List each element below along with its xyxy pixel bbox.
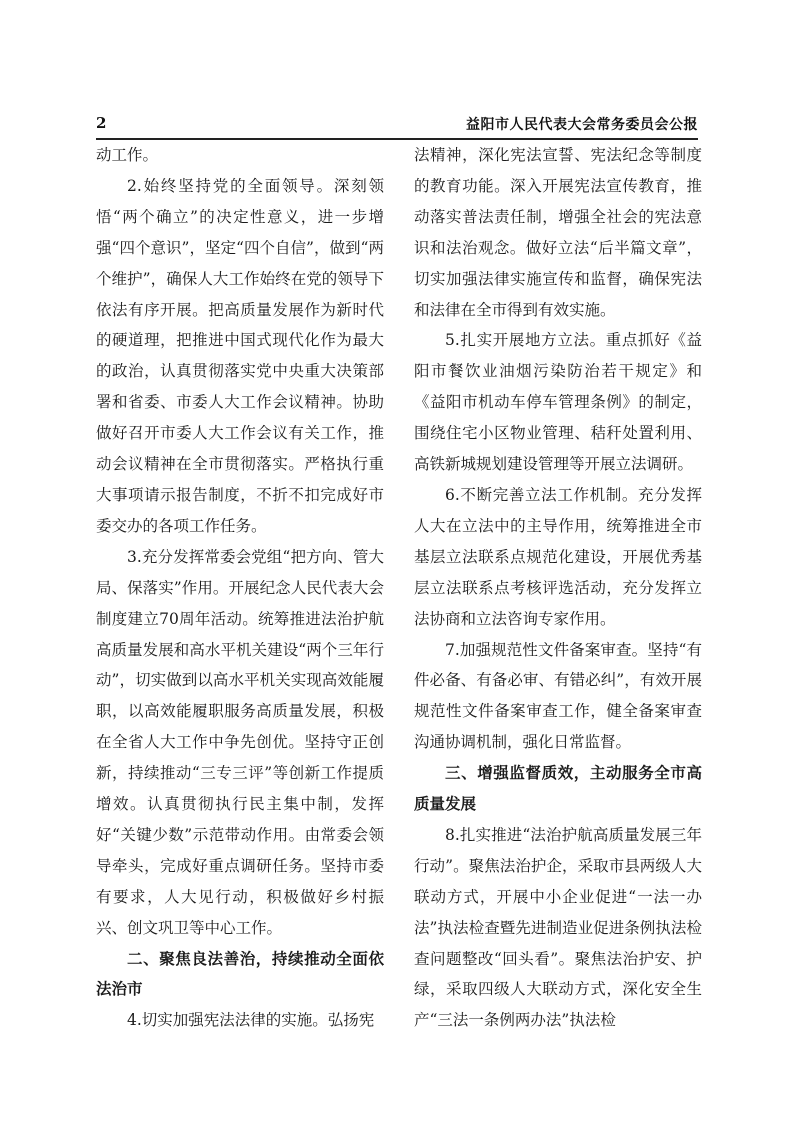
- paragraph: 2.始终坚持党的全面领导。深刻领悟“两个确立”的决定性意义，进一步增强“四个意识”，坚定“四个自信”，做到“两个维护”，确保人大工作始终在党的领导下依法有序开展。把高质量发展作为新时代的硬道理，把推进中国式现代化作为最大的政治，认真贯彻落实党中央重大决策部署和省委、市委人大工作会议精神。协助做好召开市委人大工作会议有关工作，推动会议精神在全市贯彻落实。严格执行重大事项请示报告制度，不折不扣完成好市委交办的各项工作任务。: [96, 176, 384, 535]
- paragraph: 8.扎实推进“法治护航高质量发展三年行动”。聚焦法治护企，采取市县两级人大联动方式，开展中小企业促进“一法一办法”执法检查暨先进制造业促进条例执法检查问题整改“回头看”。聚焦法治护安、护绿，采取四级人大联动方式，深化安全生产“三法一条例两办法”执法检: [414, 825, 702, 1030]
- section-heading: 三、增强监督质效，主动服务全市高质量发展: [414, 764, 702, 814]
- paragraph: 4.切实加强宪法法律的实施。弘扬宪: [127, 1011, 375, 1030]
- paragraph: 5.扎实开展地方立法。重点抓好《益阳市餐饮业油烟污染防治若干规定》和《益阳市机动车停车管理条例》的制定，围绕住宅小区物业管理、秸秆处置利用、高铁新城规划建设管理等开展立法调研。: [414, 331, 702, 474]
- paragraph: 3.充分发挥常委会党组“把方向、管大局、保落实”作用。开展纪念人民代表大会制度建立70周年活动。统筹推进法治护航高质量发展和高水平机关建设“两个三年行动”，切实做到以高水平机关实现高效能履职，以高效能履职服务高质量发展，积极在全省人大工作中争先创优。坚持守正创新，持续推动“三专三评”等创新工作提质增效。认真贯彻执行民主集中制，发挥好“关键少数”示范带动作用。由常委会领导牵头，完成好重点调研任务。坚持市委有要求，人大见行动，积极做好乡村振兴、创文巩卫等中心工作。: [96, 547, 384, 937]
- page-number: 2: [96, 114, 107, 132]
- paragraph: 法精神，深化宪法宣誓、宪法纪念等制度的教育功能。深入开展宪法宣传教育，推动落实普法责任制，增强全社会的宪法意识和法治观念。做好立法“后半篇文章”，切实加强法律实施宣传和监督，确保宪法和法律在全市得到有效实施。: [414, 146, 702, 319]
- page-header: [96, 114, 698, 136]
- section-heading: 二、聚焦良法善治，持续推动全面依法治市: [96, 949, 384, 999]
- paragraph: 6.不断完善立法工作机制。充分发挥人大在立法中的主导作用，统筹推进全市基层立法联系点规范化建设，开展优秀基层立法联系点考核评选活动，充分发挥立法协商和立法咨询专家作用。: [414, 485, 702, 628]
- right-column: [414, 140, 702, 1036]
- paragraph: 7.加强规范性文件备案审查。坚持“有件必备、有备必审、有错必纠”，有效开展规范性文件备案审查工作，健全备案审查沟通协调机制，强化日常监督。: [414, 640, 702, 752]
- publication-title: 益阳市人民代表大会常务委员会公报: [466, 117, 698, 133]
- paragraph: 动工作。: [96, 146, 159, 164]
- left-column: [96, 140, 384, 1036]
